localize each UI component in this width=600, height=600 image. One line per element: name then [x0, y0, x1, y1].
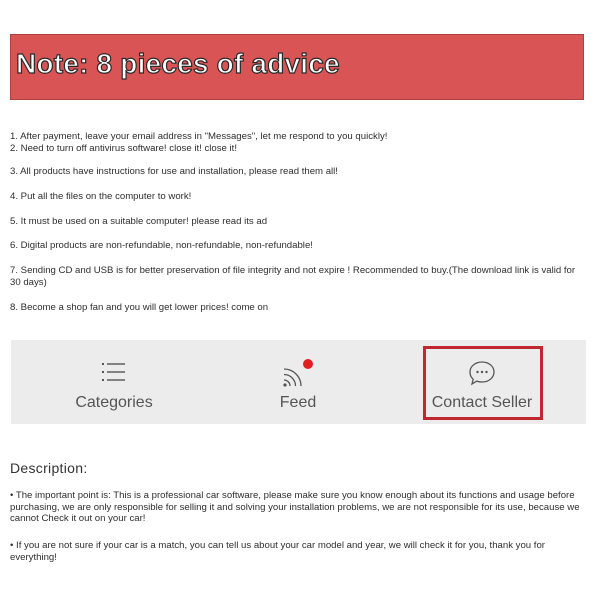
advice-item-8: 8. Become a shop fan and you will get lower prices! come on [10, 302, 269, 313]
advice-item-2: 2. Need to turn off antivirus software! close it! close it! [10, 143, 237, 154]
description-heading: Description: [10, 460, 88, 476]
nav-categories[interactable] [19, 340, 209, 424]
advice-item-6: 6. Digital products are non-refundable, non-refundable, non-refundable! [10, 240, 313, 251]
advice-item-7: 7. Sending CD and USB is for better preservation of file integrity and not expire ! Recommended to buy.(The download link is valid for 30 days) [10, 265, 576, 288]
nav-feed[interactable] [203, 340, 393, 424]
nav-categories-label: Categories [75, 394, 153, 411]
nav-contact-seller-label: Contact Seller [431, 394, 533, 411]
notification-badge [303, 359, 313, 369]
banner-title: Note: 8 pieces of advice [16, 48, 340, 79]
advice-banner [10, 34, 584, 100]
description-paragraph-1: • The important point is: This is a professional car software, please make sure you know enough about its functions and usage before purchasing, we are only responsible for selling it and solving your installation problems, we are not responsible for its use, because we cannot Check it out on your car! [10, 490, 580, 524]
contact-seller-highlight [423, 346, 543, 420]
rss-icon [276, 358, 320, 388]
advice-item-3: 3. All products have instructions for use and installation, please read them all! [10, 166, 338, 177]
advice-item-1: 1. After payment, leave your email address in "Messages", let me respond to you quickly! [10, 131, 388, 142]
advice-item-4: 4. Put all the files on the computer to work! [10, 191, 192, 202]
nav-feed-label: Feed [279, 394, 317, 411]
description-paragraph-2: • If you are not sure if your car is a match, you can tell us about your car model and year, we will check it for you, thank you for everything! [10, 540, 546, 563]
list-icon [99, 358, 129, 386]
advice-item-5: 5. It must be used on a suitable computer! please read its ad [10, 216, 268, 227]
